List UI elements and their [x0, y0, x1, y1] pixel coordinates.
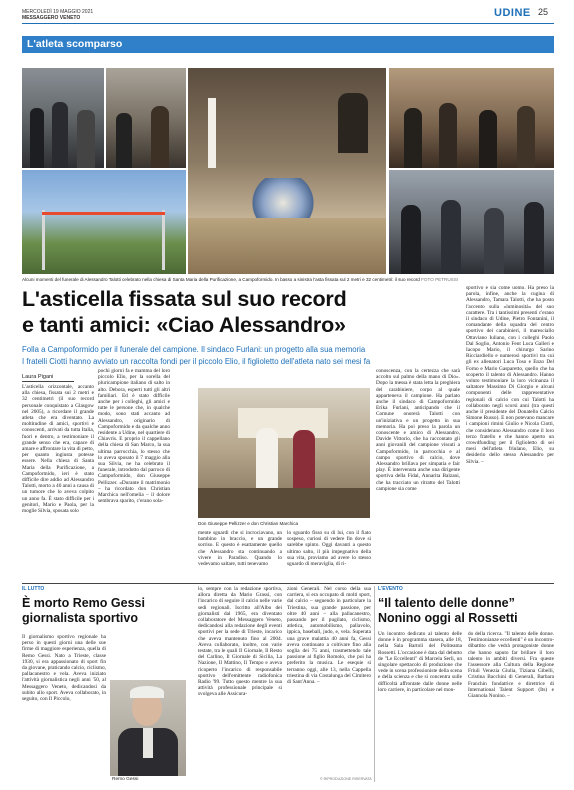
collage-caption — [22, 277, 554, 283]
main-headline-line-2: e tanti amici: «Ciao Alessandro» — [22, 313, 346, 337]
main-article-col-5: conoscenza, con la certezza che sarà accolto sul palmo della mano di Dio». Dopo la messa è stata letta la preghiera del carabiniere, corpo al quale apparteneva il campione. Ha parlato anche il sindaco di Campoformido Erika Furlani, anticipando che il Comune onorerà Talotti con un'iniziativa e un progetto in sua memoria. Ha poi preso la parola un conoscente e amico di Alessandro, Davide Vittorio, che ha raccontato gli anni giovanili del campione vissuti a Campoformido, in parrocchia e al campo sportivo di calcio, dove Alessandro brillava per simpatia e fair play. È intervenuta anche una dirigente sportiva della Fidal, Annarita Balzani, che ha tracciato un ritratto del Talotti campione sia come — [376, 368, 460, 492]
gessi-credit: © RIPRODUZIONE RISERVATA — [320, 777, 372, 781]
photo-crowd-bottom-right — [389, 170, 554, 274]
banner-label: L'atleta scomparso — [27, 38, 123, 50]
page-number: 25 — [538, 7, 549, 17]
photo-crowd-center-left — [106, 68, 186, 168]
main-headline-line-1: L'asticella fissata sul suo record — [22, 287, 347, 311]
header-rule — [22, 23, 554, 24]
gessi-photo-caption: Remo Gessi — [112, 777, 139, 782]
gessi-col-2: lo, sempre con la redazione sportiva, allora diretta da Mario Grassi, con l'incarico di seguire il calcio nelle varie sedi regionali. Iscritto all'Albo dei giornalisti dal 1965, era diventato collaboratore del Messaggero Veneto, dedicandosi alla redazione degli eventi sportivi per la sede di Trieste, incarico che aveva mantenuto fino al 2004. Aveva collaborato, inoltre, con varie testate, tra le quali Il Giornale, Il Resto del Carlino, Il Giornale di Sicilia, La Nazione, Il Mattino, Il Tempo e aveva ricoperto l'incarico di responsabile sportivo dell'emittente radiofonica Radio '99. Tutto questo mentre la sua attività professionale principale si svolgeva alle Assicura- — [198, 586, 282, 698]
photo-record-bar — [22, 170, 186, 274]
photo-crowd-left — [22, 68, 104, 168]
nonino-col-2: do della ricerca. "Il talento delle donne. Testimonianze eccellenti" è un incontro-dibattito che vedrà protagoniste donne che hanno saputo far brillare il loro talento in ambiti diversi. Fra queste l'assessore alla Cultura della Regione Friuli Venezia Giulia, Tiziana Gibelli, Cristina Bacchini di Generali, Barbara Franchin fondatrice e direttrice di International Talent Support (Its) e Giannola Nonino. – — [468, 631, 554, 700]
collage-caption-text: Alcuni momenti del funerale di Alessandro Talotti celebrato nella chiesa di Santa Maria della Purificazione, a Campoformido. In basso a sinistra l'asta fissata sul 2 metri e 32 centimetri: il suo record — [22, 277, 420, 282]
main-article-col-1: L'asticella orizzontale, accanto alla chiesa, fissata sui 2 metri e 32 centimetri (il suo record personale conquistato a Glasgow nel 2005), a ricordare il grande atleta che era diventato. La moltitudine di amici, sportivi e conoscenti, arrivati da tutta Italia, fuori e dentro, a testimoniare il grande senso che era, capace di amare e affrontare la vita di petto, per quanto ingiusta potesse essere. Nella chiesa di Santa Maria della Purificazione, a Campoformido, ieri è stato difficile dire addio ad Alessandro Talotti, morto a 40 anni a causa di un tumore che lo aveva colpito un anno fa. È stato difficile per i genitori, Mario e Paola, per la moglie Silvia, sposata solo — [22, 384, 94, 515]
photo-priests — [198, 388, 370, 518]
nonino-headline-line-2: Nonino oggi al Rossetti — [378, 611, 518, 625]
gessi-col-1: Il giornalismo sportivo regionale ha perso in questi giorni una delle sue firme di maggiore esperienza, quella di Remo Gessi. Nato a Trieste, classe 1930, si era appassionato di sport fin da giovane, praticando calcio, ciclismo, pallacanestro e vela. Aveva iniziato l'attività giornalistica negli anni '50, al Messaggero Veneto, dedicandosi da subito allo sport. Aveva collaborato, in seguito, con Il Piccolo, — [22, 634, 106, 703]
gessi-headline-line-1: È morto Remo Gessi — [22, 596, 145, 610]
gessi-col-3: zioni Generali. Nel corso della sua carriera, si era occupato di molti sport, dal calcio – seguendo in particolare la Triestina, sua grande passione, per oltre 40 anni – alla pallacanestro, passando per il pugilato, ciclismo, atletica, automobilismo, pallavolo, ippica, baseball, judo, e, vela. Superata una grave malattia 40 anni fa, Gessi aveva continuato a coltivare fino alla soglia dei 75 anni, trasmettendo tale passione al figlio Romolo, che poi ha preferito la musica. Le esequie si terranno oggi, alle 13, nella Cappella triestina di via Costalunga del Cimitero di Sant'Anna. – — [287, 586, 371, 686]
collage-photo-credit: FOTO PETRUSSI — [421, 277, 459, 282]
photo-crowd-top-right — [389, 68, 554, 168]
byline-rule — [22, 381, 74, 382]
main-subheadline-1: Folla a Campoformido per il funerale del campione. Il sindaco Furlani: un progetto alla sua memoria — [22, 345, 366, 354]
nonino-col-1: Un incontro dedicato al talento delle donne è in programma stasera, alle 18, nella Sala Bartoli del Politeama Rossetti. L'occasione è data dal debutto de "Le Eccellenti" di Marcela Serli, un singolare spettacolo di produzione che vede in scena professioniste della scena e della scienza e che si concentra sulle difficoltà affrontate dalle donne nelle loro carriere, in particolare nel mon- — [378, 631, 462, 693]
lutto-kicker: IL LUTTO — [22, 586, 45, 592]
evento-kicker: L'EVENTO — [378, 586, 403, 592]
main-article-col-4: lo sguardo fisso su di lui, con il fiato sospeso, curiosi di vedere fin dove si sarebbe spinto. Oggi davanti a questo ultimo salto, il più impegnativo della sua vita, proviamo ad avere lo stesso sguardo di meraviglia, di ri- — [287, 530, 371, 568]
header-paper: MESSAGGERO VENETO — [22, 15, 81, 21]
priests-caption: Don Giuseppe Pellizzer e don Christian Marchica — [198, 521, 299, 526]
bottom-column-divider — [374, 586, 375, 782]
main-article-col-6: sportivo e sia come uomo. Ha preso la parola, infine, anche la cugina di Alessandro, Tamara Talotti, che ha posto l'accento sulla «luminosità» del suo carattere. Tra i tantissimi presenti c'erano il sindaco di Udine, Pietro Fontanini, il comandante della squadra del centro sportivo dei carabinieri, il maresciallo Ottaviano Iuliano, con i colleghi Paolo Dal Soglio, Antonio Fent Luca Galleri e Iacopo Mario, il chirurgo Sarino Ricciardiello e numerosi sportivi tra cui gli ex allenatori Luca Toso e Enzo Del Forno e Mario Gasparetto, quello che ha scoperto il talento di Alessandro. Hanno voluto testimoniare la loro vicinanza il saltatore Massimo Di Giorgio e alcuni componenti delle rappresentative regionali di calcio con cui Talotti ha collaborato negli scorsi anni (tra questi anche il presidente del Donatello Calcio Simone Russo). E non potevano mancare i campioni rimini Giulio e Nicola Ciotti, che considerano Alessandro come il loro terzo fratello e che hanno aperto un crowdfunding per il figlioletto di sei mesi dell'atleta friulano, Elio, su desiderio dello stesso Alessandro per Silvia. – — [466, 285, 554, 465]
header-section: UDINE — [494, 7, 531, 19]
bottom-divider — [22, 583, 554, 584]
header-date: MERCOLEDÌ 19 MAGGIO 2021 — [22, 9, 94, 15]
photo-church-interior — [188, 68, 386, 274]
main-article-col-3: mente sguardi che si incrociavano, un bambino in braccio, e un grande sorriso. E questo è esattamente quello che Alessandro sta continuando a vivere in Paradiso. Quando lo vedevamo saltare, tutti tenevamo — [198, 530, 282, 568]
gessi-headline-line-2: giornalista sportivo — [22, 611, 138, 625]
main-article-col-2: pochi giorni fa e mamma del loro piccolo Elio, per la sorella del pluricampione italiano di salto in alto. Debora, esperti tutti gli altri familiari. Ed è stato difficile anche per i colleghi, gli amici e tutte le persone che, in qualche modo, sono stati accanto ad Alessandro, originario di Campoformido e da qualche anno residente a Udine, nel quartiere di Chiavris. E proprio il cappellano della chiesa di San Marco, la sua ultima parrocchia, lo stesso che lo aveva sposato il 7 maggio alla sua Silvia, ne ha celebrato il funerale, introdotto dal parroco di Campoformido, don Giuseppe Pellizzer. «Durante il matrimonio – ha ricordato don Christian Marchica nell'omelia – il dolore sembrava sparito, c'erano sola- — [98, 368, 170, 505]
photo-remo-gessi — [110, 680, 186, 776]
byline: Laura Pigani — [22, 374, 54, 380]
main-subheadline-2: I fratelli Ciotti hanno avviato un raccolta fondi per il piccolo Elio, il figlioletto dell'atleta nato sei mesi fa — [22, 357, 371, 366]
nonino-headline-line-1: “Il talento delle donne” — [378, 596, 515, 610]
